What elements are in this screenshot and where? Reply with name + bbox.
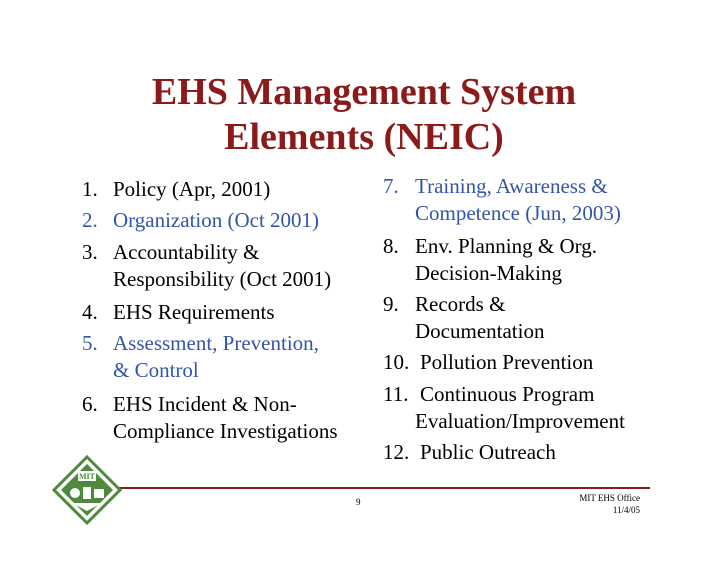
list-item-text: Continuous Program [420,382,595,406]
list-item-text: EHS Incident & Non- [113,392,297,416]
list-item-number: 7. [383,174,399,198]
list-item-text: Documentation [415,319,545,343]
list-item-text: Records & [415,292,506,316]
list-item-text: Public Outreach [420,440,556,464]
svg-text:MIT: MIT [79,472,95,481]
list-item-number: 10. [383,350,410,374]
list-item-2 [82,207,319,234]
list-item-number: 9. [383,292,399,316]
list-item-7 [383,173,621,227]
list-item-text: Responsibility (Oct 2001) [113,267,332,291]
list-item-number: 6. [82,392,98,416]
list-item-text: Accountability & [113,240,260,264]
list-item-number: 8. [383,234,399,258]
list-item-number: 11. [383,382,409,406]
list-item-8 [383,233,597,287]
list-item-6 [82,391,338,445]
list-item-text: Env. Planning & Org. [415,234,597,258]
list-item-text: Decision-Making [415,261,562,285]
list-item-12 [383,439,556,466]
list-item-11 [383,381,625,435]
list-item-text: Assessment, Prevention, [113,331,319,355]
page-number: 9 [356,497,361,507]
list-item-text: Training, Awareness & [415,174,608,198]
list-item-number: 2. [82,208,98,232]
list-item-text: EHS Requirements [113,300,275,324]
list-item-9 [383,291,544,345]
list-item-10 [383,349,593,376]
list-item-text: Pollution Prevention [420,350,594,374]
list-item-text: Organization (Oct 2001) [113,208,320,232]
list-item-text: & Control [113,358,199,382]
mit-ehs-logo-icon [52,455,122,525]
footer-office-info [579,492,640,516]
slide-title-line1: EHS Management System [151,71,577,113]
list-item-number: 4. [82,300,98,324]
list-item-3 [82,239,331,293]
list-item-1 [82,176,270,203]
list-item-text: Policy (Apr, 2001) [113,177,271,201]
list-item-number: 3. [82,240,98,264]
footer-rule [110,487,650,489]
list-item-5 [82,330,319,384]
list-item-number: 12. [383,440,410,464]
list-item-text: Compliance Investigations [113,419,338,443]
list-item-4 [82,299,275,326]
list-item-number: 5. [82,331,98,355]
list-item-number: 1. [82,177,98,201]
slide-title-line2: Elements (NEIC) [224,116,504,158]
footer-office: MIT EHS Office [579,493,640,503]
list-item-text: Evaluation/Improvement [415,409,625,433]
list-item-text: Competence (Jun, 2003) [415,201,621,225]
footer-date: 11/4/05 [612,505,640,515]
